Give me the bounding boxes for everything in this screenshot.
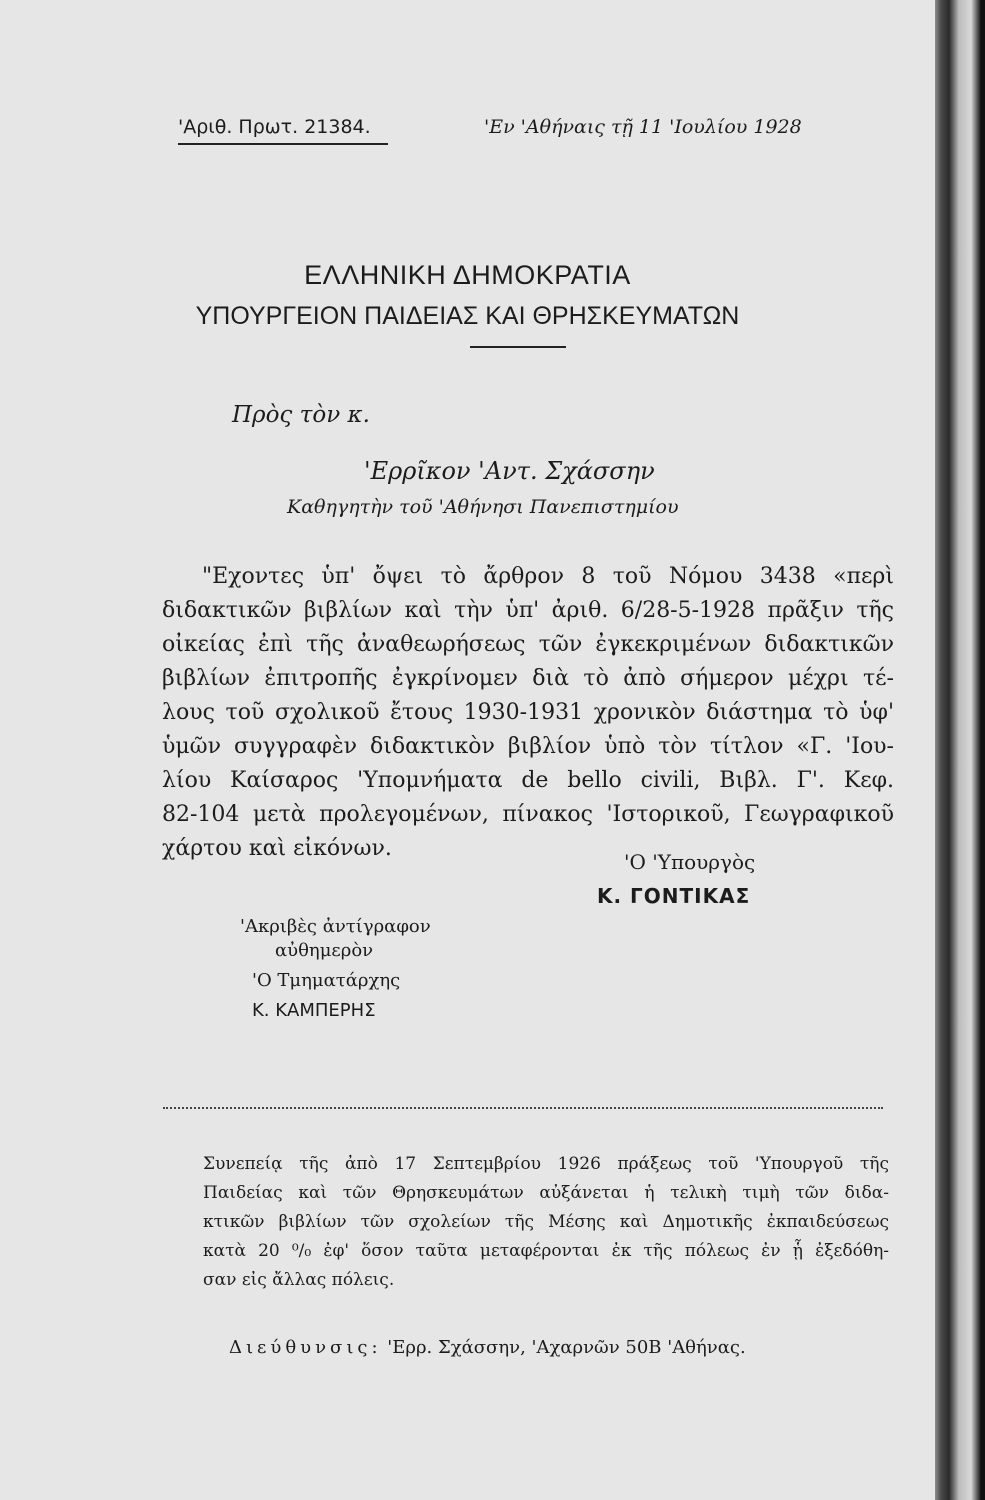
- address-value: 'Ερρ. Σχάσσην, 'Αχαρνῶν 50Β 'Αθήνας.: [387, 1337, 746, 1358]
- note-line: σαν εἰς ἄλλας πόλεις.: [203, 1270, 395, 1290]
- copy-official-title: 'Ο Τμηματάρχης: [252, 970, 401, 991]
- ministry-heading: ΥΠΟΥΡΓΕΙΟΝ ΠΑΙΔΕΙΑΣ ΚΑΙ ΘΡΗΣΚΕΥΜΑΤΩΝ: [195, 302, 740, 330]
- body-line: ὑμῶν συγγραφὲν διδακτικὸν βιβλίον ὑπὸ τὸν τίτλον «Γ. 'Ιου-: [162, 734, 894, 759]
- copy-official-name: Κ. ΚΑΜΠΕΡΗΣ: [252, 1000, 376, 1021]
- salutation: Πρὸς τὸν κ.: [232, 402, 370, 428]
- body-line: λους τοῦ σχολικοῦ ἔτους 1930-1931 χρονικὸν διάστημα τὸ ὑφ': [162, 700, 894, 725]
- page-edge: [935, 0, 985, 1500]
- body-line: "Εχοντες ὑπ' ὄψει τὸ ἄρθρον 8 τοῦ Νόμου 3438 «περὶ: [202, 564, 894, 589]
- body-line: οἰκείας ἐπὶ τῆς ἀναθεωρήσεως τῶν ἐγκεκριμένων διδακτικῶν: [162, 632, 894, 657]
- note-line: κτικῶν βιβλίων τῶν σχολείων τῆς Μέσης καὶ Δημοτικῆς ἐκπαιδεύσεως: [203, 1212, 889, 1232]
- protocol-number: 'Αριθ. Πρωτ. 21384.: [178, 116, 371, 138]
- dotted-divider: [163, 1107, 883, 1109]
- letter-body: [162, 560, 894, 866]
- note-line: κατὰ 20 ⁰/₀ ἐφ' ὅσον ταῦτα μεταφέρονται ἐκ τῆς πόλεως ἐν ᾗ ἐξεδόθη-: [203, 1241, 889, 1261]
- recipient-name: 'Ερρῖκον 'Αντ. Σχάσσην: [364, 457, 655, 485]
- note-line: Παιδείας καὶ τῶν Θρησκευμάτων αὐξάνεται ἡ τελικὴ τιμὴ τῶν διδα-: [203, 1183, 889, 1203]
- body-line: χάρτου καὶ εἰκόνων.: [162, 836, 392, 861]
- body-line: διδακτικῶν βιβλίων καὶ τὴν ὑπ' ἀριθ. 6/28-5-1928 πρᾶξιν τῆς: [162, 598, 894, 623]
- heading-rule: [470, 346, 566, 348]
- address-label: Διεύθυνσις:: [229, 1337, 382, 1358]
- body-line: 82-104 μετὰ προλεγομένων, πίνακος 'Ιστορικοῦ, Γεωγραφικοῦ: [162, 802, 894, 827]
- body-line: βιβλίων ἐπιτροπῆς ἐγκρίνομεν διὰ τὸ ἀπὸ σήμερον μέχρι τέ-: [162, 666, 894, 691]
- address-line: [229, 1337, 746, 1358]
- minister-name: Κ. ΓΟΝΤΙΚΑΣ: [597, 884, 751, 908]
- price-note: [203, 1150, 889, 1295]
- copy-same-day: αὐθημερὸν: [275, 940, 374, 961]
- republic-heading: ΕΛΛΗΝΙΚΗ ΔΗΜΟΚΡΑΤΙΑ: [304, 260, 631, 290]
- body-line: λίου Καίσαρος 'Υπομνήματα de bello civili, Βιβλ. Γ'. Κεφ.: [162, 768, 894, 793]
- note-line: Συνεπείᾳ τῆς ἀπὸ 17 Σεπτεμβρίου 1926 πράξεως τοῦ 'Υπουργοῦ τῆς: [203, 1154, 889, 1174]
- copy-certification: 'Ακριβὲς ἀντίγραφον: [240, 916, 431, 937]
- document-date: 'Εν 'Αθήναις τῇ 11 'Ιουλίου 1928: [484, 116, 802, 138]
- recipient-title: Καθηγητὴν τοῦ 'Αθήνησι Πανεπιστημίου: [287, 496, 679, 518]
- minister-title: 'Ο 'Υπουργὸς: [624, 850, 756, 874]
- protocol-underline: [178, 143, 388, 145]
